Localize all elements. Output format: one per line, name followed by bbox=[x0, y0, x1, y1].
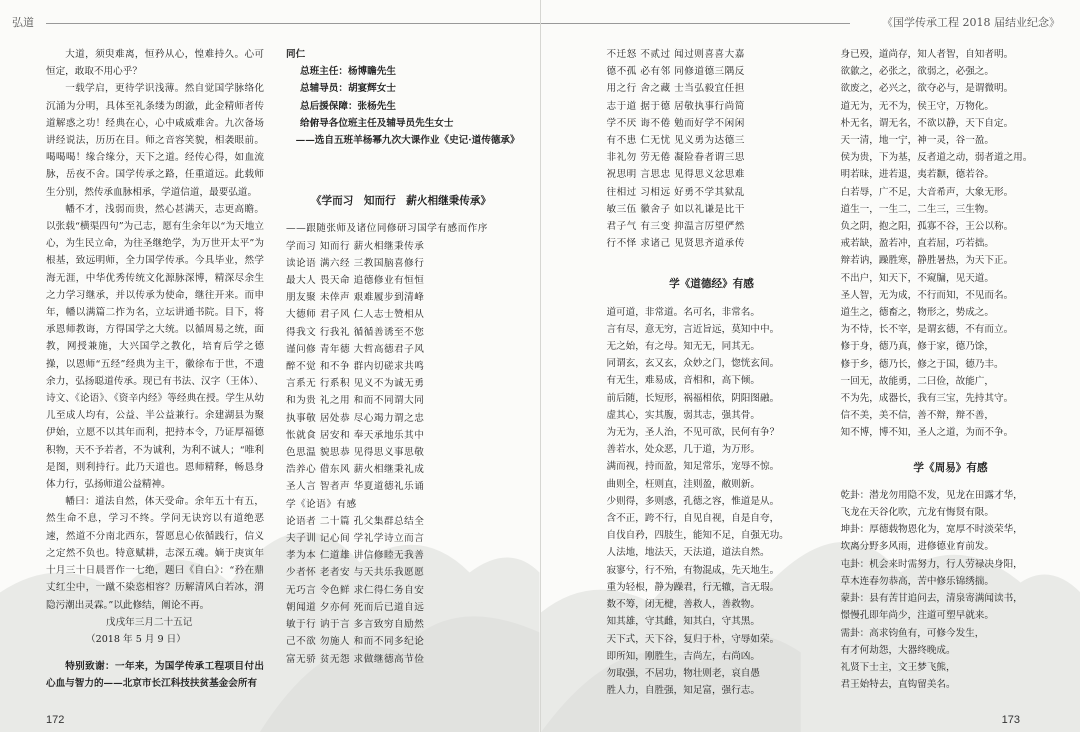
text-line: 白若辱，广不足，大音希声，大象无形。 bbox=[840, 186, 1014, 198]
text-line: 执事敬 居处恭 尽心竭力谓之忠 bbox=[286, 412, 425, 424]
text-line: 朝闻道 夕亦何 死而后已道自远 bbox=[286, 601, 425, 613]
text-column-2 bbox=[286, 46, 520, 668]
text-line: 读论语 满六经 三教国脑喜修行 bbox=[286, 257, 425, 269]
text-line: 总辅导员：胡宴辉女士 bbox=[300, 83, 396, 95]
text-line: 知不博，博不知，圣人之道，为而不争。 bbox=[840, 427, 1014, 439]
text-line: 少则得，多则惑，孔德之容，惟道是从。 bbox=[606, 495, 780, 507]
text-line: 胜人力，自胜强，知足富，强行志。 bbox=[606, 685, 760, 697]
text-column-1 bbox=[46, 46, 264, 693]
text-line: 道可道，非常道。名可名，非常名。 bbox=[606, 306, 760, 318]
text-line: 往相过 习相远 好勇不学其狱乱 bbox=[606, 186, 745, 198]
text-line: 勿取强，不居功，物壮则老，哀自愚 bbox=[606, 667, 760, 679]
date-line: 戊戌年三月二十五记 bbox=[106, 616, 193, 628]
text-line: 辩若讷，躁胜寒，静胜暑热，为天下正。 bbox=[840, 255, 1014, 267]
text-line: 为不恃，长不宰，是谓玄德，不有而立。 bbox=[840, 324, 1014, 336]
text-line: 修于身，德乃真，修于家，德乃馀， bbox=[840, 341, 994, 353]
text-line: 圣人言 智者声 华夏道德礼乐诵 bbox=[286, 481, 425, 493]
text-line: 醉不觉 和不争 群内切磋求共鸣 bbox=[286, 361, 425, 373]
text-line: 负之阴，抱之阳，孤寡不谷，王公以称。 bbox=[840, 221, 1014, 233]
text-line: 天一清，地一宁，神一灵，谷一盈。 bbox=[840, 135, 994, 147]
header-title: 《国学传承工程 2018 届结业纪念》 bbox=[882, 16, 1060, 29]
poem-block bbox=[607, 46, 817, 252]
poem-block bbox=[286, 220, 516, 667]
text-line: 自伐自矜，四肢生，能知不足，自强无功。 bbox=[606, 530, 789, 542]
text-line: 谨问修 青年德 大哲高德君子风 bbox=[286, 343, 425, 355]
text-line: 善若水，处众恶，几于道，为万形。 bbox=[606, 444, 760, 456]
text-line: 言系无 行系积 见义不为诚无勇 bbox=[286, 378, 425, 390]
thanks-note: 特别致谢：一年来，为国学传承工程项目付出心血与智力的——北京市长江科技扶贫基金会所有 bbox=[46, 661, 264, 690]
text-line: 戒若缺，盈若冲，直若屈，巧若拙。 bbox=[840, 238, 994, 250]
text-line: 坤卦：厚德载物恩化为，宽厚不时淡荣华， bbox=[840, 524, 1023, 536]
text-line: 夫子训 记心间 学礼学诗立而言 bbox=[286, 533, 425, 545]
text-line: 满而视，持而盈，知足常乐，宠辱不惊。 bbox=[606, 461, 780, 473]
header-rule bbox=[46, 23, 540, 24]
verse-block bbox=[841, 487, 1061, 693]
section-title: 学《道德经》有感 bbox=[669, 278, 754, 291]
text-line: 数不筹，闭无楗，善救人，善救物。 bbox=[606, 599, 760, 611]
right-page bbox=[541, 0, 1080, 732]
text-line: 道无为，无不为，侯王守，万物化。 bbox=[840, 100, 994, 112]
text-line: 曲则全，枉则直，洼则盈，敝则新。 bbox=[606, 478, 760, 490]
page-number: 172 bbox=[46, 714, 65, 726]
verse-block bbox=[841, 46, 1061, 442]
text-line: 信不美，美不信，善不辩，辩不善， bbox=[840, 410, 994, 422]
text-line: 言有尽，意无穷，言近旨远，莫知中中。 bbox=[606, 323, 780, 335]
text-line: 重为轻根，静为躁君，行无辙，言无瑕。 bbox=[606, 581, 780, 593]
text-line: 浩养心 借东风 薪火相继秉礼成 bbox=[286, 464, 425, 476]
text-line: 不出户，知天下，不窥牖，见天道。 bbox=[840, 272, 994, 284]
text-line: 需卦：高求钧鱼有，可修今发生， bbox=[840, 627, 985, 639]
text-line: 君王始特去，直钩留美名。 bbox=[840, 679, 956, 691]
text-line: 虚其心，实其腹，弱其志，强其骨。 bbox=[606, 409, 760, 421]
text-line: 敏于行 讷于言 多言致穷自励然 bbox=[286, 619, 425, 631]
text-line: 蒙卦：县有苦甘追问去，清泉寄满闻读书， bbox=[840, 593, 1023, 605]
page-number: 173 bbox=[1001, 714, 1020, 726]
text-line: 行不怿 求诸己 见贤思齐道承传 bbox=[606, 238, 745, 250]
text-line: 有无生，难易成，音相和，高下倾。 bbox=[606, 375, 760, 387]
text-line: 色思温 貌思恭 见得思义事思敬 bbox=[286, 447, 425, 459]
text-line: 同谓玄，玄又玄，众妙之门，惚恍玄间。 bbox=[606, 358, 780, 370]
text-line: 己不欲 勿施人 和而不同多纪论 bbox=[286, 636, 425, 648]
paragraph: 一载学启，更待学识浅薄。然自觉国学脉络化沉涌为分明，具体至礼条缕为朗澈，此金精师者传道解惑之功！经典在心，心中咸威难舍。九次备场讲经说法，历历在目。师之音容笑貌，相袭眼前。喝喝喝！缘合缘分，天下之道。经传心得，如血流脉，岳夜不舍。国学传承之路，任重道远。此载师生分别，然传承血脉相承，学道信道，最要弘道。 bbox=[46, 83, 264, 198]
text-line: 有不患 仁无忧 见义勇为达德三 bbox=[606, 135, 745, 147]
text-line: 孝为本 仁道雄 讲信修睦无我善 bbox=[286, 550, 425, 562]
text-line: ——跟随张师及诸位同修研习国学有感而作序 bbox=[286, 223, 488, 235]
text-line: 道生一，一生二，二生三，三生物。 bbox=[840, 203, 994, 215]
text-line: 君子气 有三变 抑温言厉望俨然 bbox=[606, 221, 745, 233]
text-line: 修于乡，德乃长，修之于国，德乃丰。 bbox=[840, 358, 1004, 370]
text-line: 前后随，长短形，祸福相依，阴阳图融。 bbox=[606, 392, 780, 404]
text-line: 草木连春勿恭高，苦中修乐锦绣揣。 bbox=[840, 575, 994, 587]
text-line: 总后援保障：张杨先生 bbox=[300, 100, 396, 112]
text-line: 朋友聚 未倖声 艰难履步到清峰 bbox=[286, 292, 425, 304]
text-line: 得我文 行我礼 循循善诱至不您 bbox=[286, 326, 425, 338]
text-line: 少者怀 老者安 与天共乐我愿愿 bbox=[286, 567, 425, 579]
text-line: 不为先，成器长，我有三宝，先持其守。 bbox=[840, 393, 1014, 405]
text-line: 欲废之，必兴之，欲夺必与，是谓微明。 bbox=[840, 83, 1014, 95]
text-line: 含不正，跨不行，自见自视，自是自夸， bbox=[606, 513, 780, 525]
text-line: 有才何劫怨，大器终晚成。 bbox=[840, 644, 956, 656]
section-title: 《学而习 知而行 薪火相继秉传承》 bbox=[310, 195, 492, 208]
text-line: 总班主任：杨博瞻先生 bbox=[300, 66, 396, 78]
text-line: 学不厌 诲不倦 勉而好学不闲闲 bbox=[606, 117, 745, 129]
text-line: 明若昧，进若退，夷若颣，德若谷。 bbox=[840, 169, 994, 181]
text-line: 欲歙之，必张之，欲弱之，必强之。 bbox=[840, 66, 994, 78]
section-title: 学《周易》有感 bbox=[913, 461, 988, 474]
text-line: 祝思明 言思忠 见得思义忿思难 bbox=[606, 169, 745, 181]
paragraph: 大道，须臾难离，恒矜从心，惶难持久。心可恒定，敢取不用心乎？ bbox=[46, 49, 264, 78]
text-line: 用之行 舍之藏 士当弘毅宜任担 bbox=[606, 83, 745, 95]
text-column-4 bbox=[841, 46, 1061, 693]
text-line: 朴无名，谓无名，不欲以静，天下自定。 bbox=[840, 117, 1014, 129]
header-rule bbox=[541, 23, 851, 24]
text-line: 不迁怒 不贰过 闻过则喜喜大嘉 bbox=[606, 49, 745, 60]
text-line: 身已殁，道尚存，知人者智，自知者明。 bbox=[840, 49, 1014, 60]
text-line: 怅就食 居安和 奉天承地乐其中 bbox=[286, 429, 425, 441]
text-line: 屯卦：机会来时需努力，行人劳禄决身阳， bbox=[840, 558, 1023, 570]
page-header bbox=[0, 10, 540, 34]
text-line: 人法地，地法天，天法道，道法自然。 bbox=[606, 547, 770, 559]
text-line: 坎离分野多风雨，进修德业育前发。 bbox=[840, 541, 994, 553]
text-line: 天下式，天下谷，复归于朴，守辱如荣。 bbox=[606, 633, 780, 645]
paragraph: 幡曰：道法自然，体天受命。余年五十有五，然生命不息，学习不终。学问无诀窍以有道绝恶速，然道不分南北西东，誓愿息心依循践行，信义之定然不负也。特意赋耕，志深五魂。嫡于庚寅年十月三十日晨晋作一七绝，题曰《自白》：“矜在鼎丈红尘中，一蹴不染恣相容？历解清风白若冰，渭隐污潮出灵霖。”以此修结，阐论不再。 bbox=[46, 496, 264, 611]
verse-block bbox=[607, 304, 817, 700]
text-line: 志于道 据于德 居敬执事行尚简 bbox=[606, 100, 745, 112]
text-line: 大德师 君子风 仁人志士赞相从 bbox=[286, 309, 425, 321]
text-line: 知其雄，守其雌，知其白，守其黑。 bbox=[606, 616, 760, 628]
text-line: 非礼勿 劳无倦 凝险眷者谓三思 bbox=[606, 152, 745, 164]
text-line: 无之始，有之母。知无无，同其无。 bbox=[606, 341, 760, 353]
text-line: 学而习 知而行 薪火相继秉传承 bbox=[286, 240, 425, 252]
text-line: 为无为，圣人治，不见可欲，民何有争？ bbox=[606, 427, 780, 439]
text-line: 学《论语》有感 bbox=[286, 498, 357, 510]
date-line-2: （2018 年 5 月 9 日） bbox=[86, 633, 186, 645]
text-line: 和为贵 礼之用 和而不同谓大同 bbox=[286, 395, 425, 407]
text-line: 最大人 畏天命 追德修业有恒恒 bbox=[286, 275, 425, 287]
text-line: 飞龙在天谷化吹，亢龙有悔贤有限。 bbox=[840, 507, 994, 519]
text-line: 无巧言 令色鲜 求仁得仁务自安 bbox=[286, 584, 425, 596]
text-line: 同仁 bbox=[286, 49, 306, 60]
page-header bbox=[541, 10, 1080, 34]
text-line: 憬慢孔即年尚少，注道可塑早就来。 bbox=[840, 610, 994, 622]
text-line: 富无骄 贫无怨 求做继德高节俭 bbox=[286, 653, 425, 665]
text-line: 即所知，刚胜生，吉尚左，右尚凶。 bbox=[606, 650, 760, 662]
paragraph: 幡不才，浅弱而贵，然心甚满天，志更高瞻。以张载“横渠四句”为己志，愿有生余年以“为天地立心，为生民立命，为往圣继绝学，为万世开太平”为根基，致远明师，全力国学传承。今具毕业，然学海无涯，中华优秀传统文化源脉深博，精深尽余生之力学习继承，并以传承为使命，继往开来。而申年，幡以满篇二拃为名，立坛讲通书院。目下，将承恩师教诲，方得国学之大统。以循周易之统，面教，网授兼施，大兴国学之教化，培育后学之德操，以恩师“五经”经典为主干，徽徐布于世，不遗余力，弘扬聪道传承。现已有书法、汉字（王体）、诗文、《论语》、《资辛内经》等经典在授。学生从幼儿至成人均有，公益、半公益兼行。余建湖县为聚伊始，立愿不以其年而利，把持本令，乃证厚福德积物，天不予若者，不为诚利，为利不诚人；“唯利是图，则利持行。此乃天道也。恩师精释，畅恳身体力行，弘扬师道公益精神。 bbox=[46, 203, 264, 491]
text-line: 侯为贵，下为基，反者道之动，弱者道之用。 bbox=[840, 152, 1033, 164]
text-line: 论语者 二十篇 孔父集群总结全 bbox=[286, 515, 425, 527]
text-line: 圣人智，无为成，不行而知，不见而名。 bbox=[840, 289, 1014, 301]
text-column-3 bbox=[607, 46, 817, 699]
header-title: 弘道 bbox=[12, 16, 34, 29]
text-line: 德不孤 必有邻 同修道德三隅反 bbox=[606, 66, 745, 78]
text-line: 敏三伍 徽舍子 如以礼谦是比干 bbox=[606, 203, 745, 215]
text-line: 道生之，德畜之，物形之，势成之。 bbox=[840, 307, 994, 319]
text-line: 寂寥兮，行不殆，有物混成，先天地生。 bbox=[606, 564, 780, 576]
text-line: 给俯导各位班主任及辅导员先生女士 bbox=[300, 117, 454, 129]
text-line: 礼贤下士主，文王梦飞熊， bbox=[840, 661, 956, 673]
text-line: ——选自五班羊杨幂九次大课作业《史记·道传德承》 bbox=[295, 135, 520, 147]
text-line: 乾卦：潜龙勿用隐不发，见龙在田露才华， bbox=[840, 489, 1023, 501]
text-line: 一回无，故能勇，二曰俭，故能广， bbox=[840, 375, 994, 387]
